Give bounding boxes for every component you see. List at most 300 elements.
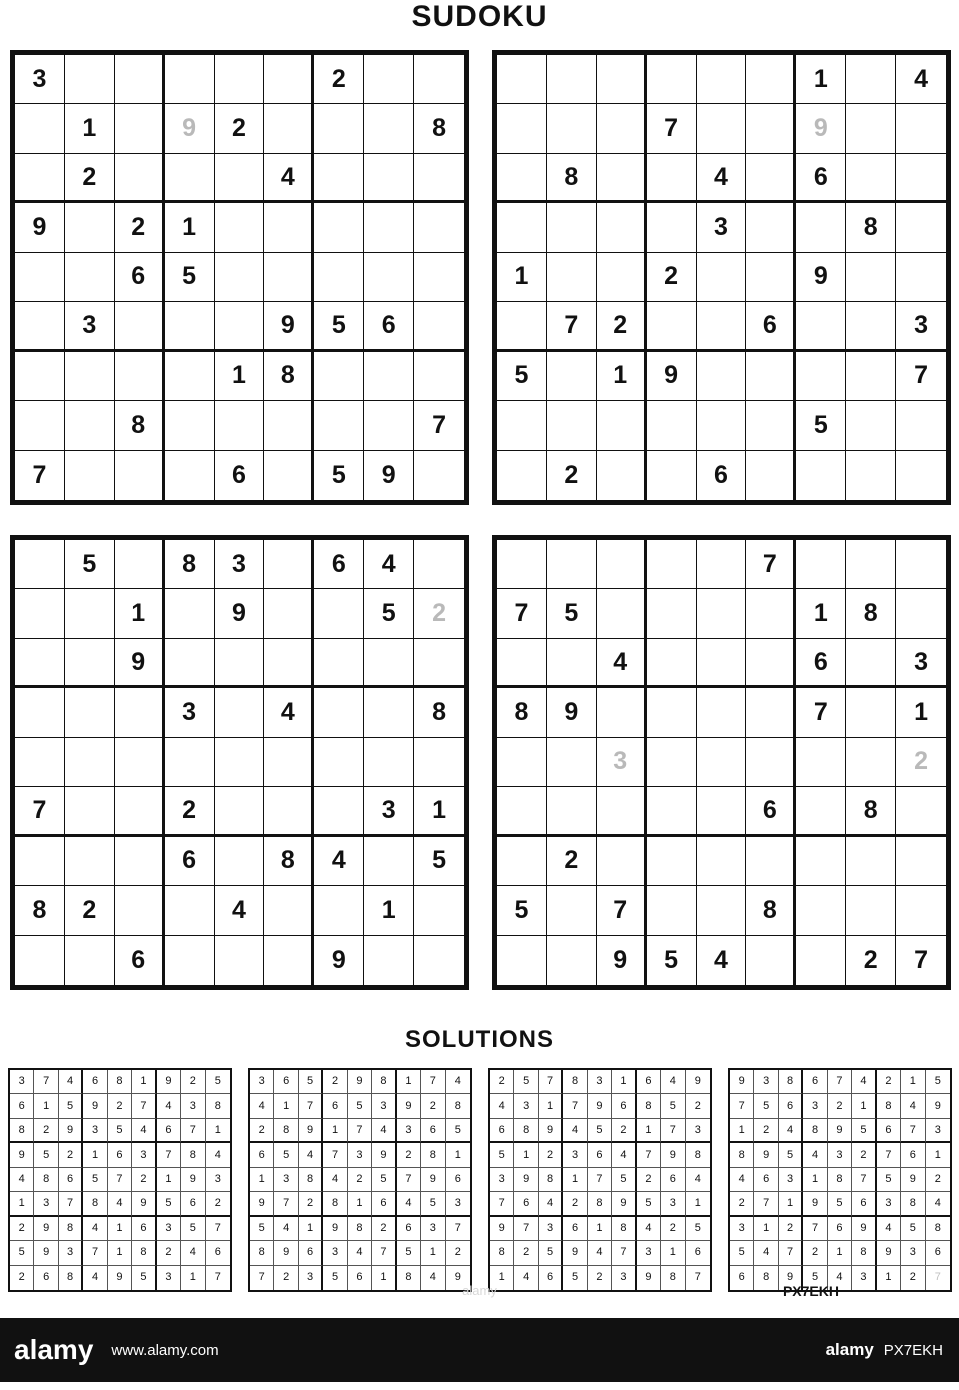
grid-cell-r4c4[interactable]: 3 — [165, 688, 215, 737]
grid-cell-r1c5[interactable] — [697, 55, 747, 104]
grid-cell-r6c1[interactable] — [497, 302, 547, 351]
grid-cell-r8c4[interactable] — [165, 401, 215, 450]
grid-cell-r5c8[interactable] — [364, 253, 414, 302]
grid-cell-r8c8[interactable] — [364, 401, 414, 450]
grid-cell-r3c8[interactable] — [846, 639, 896, 688]
grid-cell-r1c5[interactable] — [215, 55, 265, 104]
grid-cell-r1c1[interactable]: 3 — [15, 55, 65, 104]
grid-cell-r2c5[interactable] — [697, 589, 747, 638]
grid-cell-r3c5[interactable] — [215, 639, 265, 688]
grid-cell-r5c6[interactable] — [264, 738, 314, 787]
grid-cell-r1c9[interactable] — [896, 540, 946, 589]
grid-cell-r3c3[interactable]: 4 — [597, 639, 647, 688]
grid-cell-r6c7[interactable] — [796, 787, 846, 836]
grid-cell-r2c7[interactable]: 9 — [796, 104, 846, 153]
grid-cell-r7c4[interactable] — [165, 352, 215, 401]
grid-cell-r6c3[interactable]: 2 — [597, 302, 647, 351]
grid-cell-r8c2[interactable] — [547, 401, 597, 450]
grid-cell-r4c6[interactable] — [264, 203, 314, 252]
grid-cell-r6c1[interactable]: 7 — [15, 787, 65, 836]
grid-cell-r9c1[interactable] — [15, 936, 65, 985]
grid-cell-r4c9[interactable] — [896, 203, 946, 252]
grid-cell-r8c6[interactable]: 8 — [746, 886, 796, 935]
grid-cell-r9c9[interactable] — [414, 936, 464, 985]
grid-cell-r2c1[interactable]: 7 — [497, 589, 547, 638]
sudoku-puzzle-2[interactable] — [492, 50, 951, 505]
grid-cell-r8c8[interactable] — [846, 886, 896, 935]
grid-cell-r1c9[interactable]: 4 — [896, 55, 946, 104]
grid-cell-r2c8[interactable]: 5 — [364, 589, 414, 638]
grid-cell-r1c1[interactable] — [497, 55, 547, 104]
grid-cell-r6c5[interactable] — [215, 787, 265, 836]
grid-cell-r8c3[interactable] — [115, 886, 165, 935]
grid-cell-r5c3[interactable]: 3 — [597, 738, 647, 787]
grid-cell-r5c2[interactable] — [547, 738, 597, 787]
grid-cell-r6c3[interactable] — [115, 302, 165, 351]
grid-cell-r1c4[interactable] — [165, 55, 215, 104]
grid-cell-r7c5[interactable] — [697, 837, 747, 886]
grid-cell-r4c3[interactable]: 2 — [115, 203, 165, 252]
grid-cell-r3c4[interactable] — [165, 154, 215, 203]
grid-cell-r9c1[interactable] — [497, 936, 547, 985]
grid-cell-r7c8[interactable] — [846, 837, 896, 886]
grid-cell-r2c1[interactable] — [15, 589, 65, 638]
grid-cell-r4c5[interactable]: 3 — [697, 203, 747, 252]
grid-cell-r4c1[interactable]: 9 — [15, 203, 65, 252]
grid-cell-r2c6[interactable] — [746, 104, 796, 153]
grid-cell-r1c3[interactable] — [597, 540, 647, 589]
grid-cell-r8c4[interactable] — [165, 886, 215, 935]
grid-cell-r7c6[interactable] — [746, 352, 796, 401]
sudoku-puzzle-4[interactable] — [492, 535, 951, 990]
grid-cell-r6c7[interactable]: 5 — [314, 302, 364, 351]
grid-cell-r2c6[interactable] — [746, 589, 796, 638]
grid-cell-r5c3[interactable] — [115, 738, 165, 787]
grid-cell-r8c5[interactable] — [697, 886, 747, 935]
grid-cell-r6c2[interactable] — [547, 787, 597, 836]
grid-cell-r8c2[interactable] — [547, 886, 597, 935]
grid-cell-r6c8[interactable]: 3 — [364, 787, 414, 836]
grid-cell-r9c5[interactable] — [215, 936, 265, 985]
grid-cell-r9c9[interactable] — [896, 451, 946, 500]
grid-cell-r1c8[interactable] — [364, 55, 414, 104]
grid-cell-r9c7[interactable] — [796, 451, 846, 500]
grid-cell-r2c5[interactable] — [697, 104, 747, 153]
grid-cell-r3c6[interactable] — [746, 639, 796, 688]
grid-cell-r7c3[interactable] — [115, 352, 165, 401]
grid-cell-r9c1[interactable] — [497, 451, 547, 500]
grid-cell-r5c3[interactable]: 6 — [115, 253, 165, 302]
grid-cell-r9c6[interactable] — [264, 936, 314, 985]
grid-cell-r9c2[interactable] — [65, 936, 115, 985]
grid-cell-r2c9[interactable]: 8 — [414, 104, 464, 153]
grid-cell-r9c8[interactable]: 9 — [364, 451, 414, 500]
grid-cell-r9c4[interactable] — [165, 936, 215, 985]
grid-cell-r4c3[interactable] — [115, 688, 165, 737]
grid-cell-r1c1[interactable] — [15, 540, 65, 589]
grid-cell-r8c8[interactable] — [846, 401, 896, 450]
grid-cell-r9c5[interactable]: 6 — [697, 451, 747, 500]
grid-cell-r7c2[interactable] — [65, 352, 115, 401]
grid-cell-r8c7[interactable] — [314, 886, 364, 935]
grid-cell-r5c1[interactable] — [15, 738, 65, 787]
grid-cell-r5c5[interactable] — [215, 253, 265, 302]
grid-cell-r6c7[interactable] — [796, 302, 846, 351]
grid-cell-r2c8[interactable] — [846, 104, 896, 153]
grid-cell-r4c1[interactable] — [497, 203, 547, 252]
grid-cell-r2c2[interactable]: 1 — [65, 104, 115, 153]
grid-cell-r6c4[interactable]: 2 — [165, 787, 215, 836]
grid-cell-r2c9[interactable]: 2 — [414, 589, 464, 638]
grid-cell-r8c3[interactable]: 8 — [115, 401, 165, 450]
grid-cell-r2c8[interactable] — [364, 104, 414, 153]
grid-cell-r5c7[interactable] — [314, 738, 364, 787]
grid-cell-r6c1[interactable] — [497, 787, 547, 836]
grid-cell-r1c7[interactable] — [796, 540, 846, 589]
grid-cell-r5c8[interactable] — [846, 253, 896, 302]
grid-cell-r7c6[interactable]: 8 — [264, 837, 314, 886]
grid-cell-r5c4[interactable] — [647, 738, 697, 787]
grid-cell-r5c1[interactable] — [497, 738, 547, 787]
grid-cell-r4c1[interactable] — [15, 688, 65, 737]
grid-cell-r6c7[interactable] — [314, 787, 364, 836]
grid-cell-r3c7[interactable]: 6 — [796, 154, 846, 203]
grid-cell-r2c4[interactable] — [165, 589, 215, 638]
grid-cell-r8c9[interactable] — [414, 886, 464, 935]
grid-cell-r2c2[interactable] — [547, 104, 597, 153]
grid-cell-r3c2[interactable]: 2 — [65, 154, 115, 203]
grid-cell-r9c3[interactable]: 9 — [597, 936, 647, 985]
grid-cell-r5c7[interactable] — [314, 253, 364, 302]
sudoku-puzzle-1[interactable] — [10, 50, 469, 505]
grid-cell-r9c5[interactable]: 6 — [215, 451, 265, 500]
grid-cell-r7c9[interactable] — [896, 837, 946, 886]
grid-cell-r9c2[interactable] — [65, 451, 115, 500]
grid-cell-r5c1[interactable] — [15, 253, 65, 302]
grid-cell-r7c5[interactable]: 1 — [215, 352, 265, 401]
grid-cell-r6c4[interactable] — [647, 787, 697, 836]
grid-cell-r6c8[interactable]: 6 — [364, 302, 414, 351]
grid-cell-r1c2[interactable] — [547, 540, 597, 589]
grid-cell-r2c9[interactable] — [896, 104, 946, 153]
grid-cell-r3c5[interactable] — [215, 154, 265, 203]
grid-cell-r3c1[interactable] — [497, 639, 547, 688]
grid-cell-r9c3[interactable]: 6 — [115, 936, 165, 985]
grid-cell-r6c6[interactable]: 9 — [264, 302, 314, 351]
grid-cell-r6c3[interactable] — [597, 787, 647, 836]
grid-cell-r4c8[interactable] — [846, 688, 896, 737]
grid-cell-r5c6[interactable] — [746, 738, 796, 787]
grid-cell-r4c9[interactable]: 8 — [414, 688, 464, 737]
grid-cell-r4c3[interactable] — [597, 203, 647, 252]
grid-cell-r5c4[interactable] — [165, 738, 215, 787]
grid-cell-r1c9[interactable] — [414, 540, 464, 589]
grid-cell-r2c7[interactable] — [314, 104, 364, 153]
grid-cell-r8c3[interactable]: 7 — [597, 886, 647, 935]
grid-cell-r7c5[interactable] — [215, 837, 265, 886]
grid-cell-r1c8[interactable]: 4 — [364, 540, 414, 589]
grid-cell-r2c5[interactable]: 9 — [215, 589, 265, 638]
grid-cell-r6c2[interactable]: 7 — [547, 302, 597, 351]
grid-cell-r5c6[interactable] — [264, 253, 314, 302]
grid-cell-r1c2[interactable] — [547, 55, 597, 104]
grid-cell-r8c5[interactable] — [215, 401, 265, 450]
grid-cell-r5c5[interactable] — [215, 738, 265, 787]
grid-cell-r4c5[interactable] — [215, 203, 265, 252]
grid-cell-r3c7[interactable] — [314, 639, 364, 688]
grid-cell-r9c9[interactable]: 7 — [914, 945, 928, 974]
grid-cell-r9c4[interactable]: 5 — [647, 936, 697, 985]
grid-cell-r6c1[interactable] — [15, 302, 65, 351]
grid-cell-r4c4[interactable] — [647, 203, 697, 252]
grid-cell-r7c7[interactable] — [796, 352, 846, 401]
grid-cell-r6c5[interactable] — [697, 302, 747, 351]
grid-cell-r7c2[interactable] — [547, 352, 597, 401]
grid-cell-r1c8[interactable] — [846, 55, 896, 104]
grid-cell-r8c9[interactable] — [896, 401, 946, 450]
grid-cell-r5c9[interactable] — [896, 253, 946, 302]
grid-cell-r7c7[interactable] — [796, 837, 846, 886]
grid-cell-r6c8[interactable]: 8 — [846, 787, 896, 836]
grid-cell-r6c5[interactable] — [697, 787, 747, 836]
grid-cell-r3c9[interactable]: 3 — [896, 639, 946, 688]
grid-cell-r3c9[interactable] — [414, 154, 464, 203]
grid-cell-r7c3[interactable] — [597, 837, 647, 886]
grid-cell-r8c6[interactable] — [264, 886, 314, 935]
grid-cell-r4c8[interactable] — [364, 688, 414, 737]
grid-cell-r2c9[interactable] — [896, 589, 946, 638]
grid-cell-r8c2[interactable] — [65, 401, 115, 450]
grid-cell-r3c9[interactable] — [414, 639, 464, 688]
grid-cell-r3c1[interactable] — [15, 639, 65, 688]
grid-cell-r7c2[interactable]: 2 — [547, 837, 597, 886]
grid-cell-r4c9[interactable]: 1 — [896, 688, 946, 737]
grid-cell-r5c7[interactable] — [796, 738, 846, 787]
grid-cell-r2c3[interactable] — [597, 104, 647, 153]
grid-cell-r6c9[interactable] — [414, 302, 464, 351]
grid-cell-r6c6[interactable] — [264, 787, 314, 836]
grid-cell-r2c3[interactable]: 1 — [115, 589, 165, 638]
grid-cell-r4c7[interactable] — [796, 203, 846, 252]
grid-cell-r2c4[interactable] — [647, 589, 697, 638]
grid-cell-r3c4[interactable] — [165, 639, 215, 688]
grid-cell-r8c1[interactable] — [497, 401, 547, 450]
grid-cell-r1c2[interactable]: 5 — [65, 540, 115, 589]
grid-cell-r9c7[interactable]: 9 — [314, 936, 364, 985]
grid-cell-r5c4[interactable]: 5 — [165, 253, 215, 302]
grid-cell-r3c2[interactable]: 8 — [547, 154, 597, 203]
grid-cell-r7c4[interactable]: 9 — [647, 352, 697, 401]
grid-cell-r1c7[interactable]: 2 — [314, 55, 364, 104]
grid-cell-r8c9[interactable]: 7 — [414, 401, 464, 450]
grid-cell-r6c6[interactable]: 6 — [746, 787, 796, 836]
grid-cell-r7c4[interactable] — [647, 837, 697, 886]
grid-cell-r7c8[interactable] — [364, 352, 414, 401]
grid-cell-r3c5[interactable] — [697, 639, 747, 688]
grid-cell-r3c6[interactable]: 4 — [264, 154, 314, 203]
grid-cell-r1c6[interactable]: 7 — [746, 540, 796, 589]
grid-cell-r6c4[interactable] — [165, 302, 215, 351]
grid-cell-r7c2[interactable] — [65, 837, 115, 886]
grid-cell-r9c7[interactable] — [796, 936, 846, 985]
grid-cell-r4c6[interactable] — [746, 203, 796, 252]
grid-cell-r8c1[interactable] — [15, 401, 65, 450]
grid-cell-r3c3[interactable] — [597, 154, 647, 203]
grid-cell-r3c2[interactable] — [65, 639, 115, 688]
grid-cell-r2c5[interactable]: 2 — [215, 104, 265, 153]
grid-cell-r9c4[interactable] — [165, 451, 215, 500]
grid-cell-r5c7[interactable]: 9 — [796, 253, 846, 302]
grid-cell-r2c4[interactable]: 9 — [165, 104, 215, 153]
grid-cell-r1c8[interactable] — [846, 540, 896, 589]
grid-cell-r1c9[interactable] — [414, 55, 464, 104]
grid-cell-r8c5[interactable] — [697, 401, 747, 450]
grid-cell-r1c7[interactable]: 6 — [314, 540, 364, 589]
grid-cell-r9c3[interactable] — [115, 451, 165, 500]
grid-cell-r2c2[interactable]: 5 — [547, 589, 597, 638]
grid-cell-r9c3[interactable] — [597, 451, 647, 500]
grid-cell-r8c5[interactable]: 4 — [215, 886, 265, 935]
grid-cell-r7c7[interactable]: 4 — [314, 837, 364, 886]
grid-cell-r1c6[interactable] — [264, 540, 314, 589]
grid-cell-r6c5[interactable] — [215, 302, 265, 351]
grid-cell-r4c5[interactable] — [215, 688, 265, 737]
grid-cell-r4c7[interactable] — [314, 203, 364, 252]
grid-cell-r7c9[interactable]: 5 — [414, 837, 464, 886]
grid-cell-r6c3[interactable] — [115, 787, 165, 836]
grid-cell-r4c3[interactable] — [597, 688, 647, 737]
grid-cell-r7c6[interactable] — [746, 837, 796, 886]
grid-cell-r5c5[interactable] — [697, 738, 747, 787]
grid-cell-r8c2[interactable]: 2 — [65, 886, 115, 935]
grid-cell-r6c6[interactable]: 6 — [746, 302, 796, 351]
grid-cell-r9c9[interactable] — [414, 451, 464, 500]
grid-cell-r5c2[interactable] — [547, 253, 597, 302]
grid-cell-r3c8[interactable] — [846, 154, 896, 203]
grid-cell-r9c5[interactable]: 4 — [697, 936, 747, 985]
grid-cell-r5c2[interactable] — [65, 253, 115, 302]
grid-cell-r4c2[interactable] — [65, 688, 115, 737]
grid-cell-r2c6[interactable] — [264, 104, 314, 153]
grid-cell-r1c6[interactable] — [746, 55, 796, 104]
grid-cell-r1c6[interactable] — [264, 55, 314, 104]
grid-cell-r3c8[interactable] — [364, 154, 414, 203]
grid-cell-r6c2[interactable] — [65, 787, 115, 836]
grid-cell-r8c8[interactable]: 1 — [364, 886, 414, 935]
grid-cell-r2c8[interactable]: 8 — [846, 589, 896, 638]
grid-cell-r9c2[interactable] — [547, 936, 597, 985]
grid-cell-r5c5[interactable] — [697, 253, 747, 302]
grid-cell-r1c4[interactable] — [647, 55, 697, 104]
grid-cell-r2c4[interactable]: 7 — [647, 104, 697, 153]
grid-cell-r2c3[interactable] — [115, 104, 165, 153]
grid-cell-r4c6[interactable] — [746, 688, 796, 737]
grid-cell-r9c8[interactable] — [364, 936, 414, 985]
grid-cell-r6c2[interactable]: 3 — [65, 302, 115, 351]
grid-cell-r7c6[interactable]: 8 — [264, 352, 314, 401]
grid-cell-r9c8[interactable] — [846, 451, 896, 500]
grid-cell-r1c3[interactable] — [115, 540, 165, 589]
grid-cell-r3c5[interactable]: 4 — [697, 154, 747, 203]
grid-cell-r3c7[interactable]: 6 — [796, 639, 846, 688]
grid-cell-r2c1[interactable] — [15, 104, 65, 153]
grid-cell-r1c4[interactable] — [647, 540, 697, 589]
grid-cell-r4c4[interactable]: 1 — [165, 203, 215, 252]
grid-cell-r7c9[interactable] — [414, 352, 464, 401]
grid-cell-r4c2[interactable] — [65, 203, 115, 252]
grid-cell-r9c4[interactable] — [647, 451, 697, 500]
grid-cell-r1c3[interactable] — [115, 55, 165, 104]
grid-cell-r3c4[interactable] — [647, 154, 697, 203]
grid-cell-r6c4[interactable] — [647, 302, 697, 351]
grid-cell-r9c6[interactable] — [264, 451, 314, 500]
grid-cell-r8c4[interactable] — [647, 886, 697, 935]
grid-cell-r7c1[interactable] — [497, 837, 547, 886]
grid-cell-r8c7[interactable]: 5 — [796, 401, 846, 450]
grid-cell-r2c2[interactable] — [65, 589, 115, 638]
grid-cell-r6c9[interactable]: 1 — [414, 787, 464, 836]
grid-cell-r1c4[interactable]: 8 — [165, 540, 215, 589]
grid-cell-r3c6[interactable] — [264, 639, 314, 688]
grid-cell-r3c2[interactable] — [547, 639, 597, 688]
grid-cell-r3c1[interactable] — [497, 154, 547, 203]
grid-cell-r8c1[interactable]: 5 — [497, 886, 547, 935]
grid-cell-r4c8[interactable]: 8 — [846, 203, 896, 252]
grid-cell-r5c3[interactable] — [597, 253, 647, 302]
grid-cell-r1c7[interactable]: 1 — [796, 55, 846, 104]
grid-cell-r4c7[interactable]: 7 — [796, 688, 846, 737]
sudoku-puzzle-3[interactable] — [10, 535, 469, 990]
grid-cell-r5c1[interactable]: 1 — [497, 253, 547, 302]
grid-cell-r5c9[interactable] — [414, 253, 464, 302]
grid-cell-r8c6[interactable] — [264, 401, 314, 450]
grid-cell-r9c6[interactable] — [746, 936, 796, 985]
grid-cell-r7c9[interactable]: 7 — [896, 352, 946, 401]
grid-cell-r4c7[interactable] — [314, 688, 364, 737]
grid-cell-r2c1[interactable] — [497, 104, 547, 153]
grid-cell-r7c8[interactable] — [364, 837, 414, 886]
grid-cell-r7c4[interactable]: 6 — [165, 837, 215, 886]
grid-cell-r5c6[interactable] — [746, 253, 796, 302]
grid-cell-r9c8[interactable]: 2 — [846, 936, 896, 985]
grid-cell-r3c4[interactable] — [647, 639, 697, 688]
grid-cell-r8c7[interactable] — [314, 401, 364, 450]
grid-cell-r5c8[interactable] — [846, 738, 896, 787]
grid-cell-r5c8[interactable] — [364, 738, 414, 787]
grid-cell-r4c1[interactable]: 8 — [497, 688, 547, 737]
grid-cell-r1c1[interactable] — [497, 540, 547, 589]
grid-cell-r8c6[interactable] — [746, 401, 796, 450]
grid-cell-r8c4[interactable] — [647, 401, 697, 450]
grid-cell-r5c9[interactable] — [414, 738, 464, 787]
grid-cell-r6c9[interactable] — [896, 787, 946, 836]
grid-cell-r3c6[interactable] — [746, 154, 796, 203]
grid-cell-r5c2[interactable] — [65, 738, 115, 787]
grid-cell-r6c9[interactable]: 3 — [896, 302, 946, 351]
grid-cell-r2c7[interactable] — [314, 589, 364, 638]
grid-cell-r4c5[interactable] — [697, 688, 747, 737]
grid-cell-r3c1[interactable] — [15, 154, 65, 203]
grid-cell-r3c7[interactable] — [314, 154, 364, 203]
grid-cell-r1c3[interactable] — [597, 55, 647, 104]
grid-cell-r4c4[interactable] — [647, 688, 697, 737]
grid-cell-r9c1[interactable]: 7 — [15, 451, 65, 500]
grid-cell-r2c6[interactable] — [264, 589, 314, 638]
grid-cell-r3c3[interactable] — [115, 154, 165, 203]
grid-cell-r9c2[interactable]: 2 — [547, 451, 597, 500]
grid-cell-r8c3[interactable] — [597, 401, 647, 450]
grid-cell-r9c7[interactable]: 5 — [314, 451, 364, 500]
